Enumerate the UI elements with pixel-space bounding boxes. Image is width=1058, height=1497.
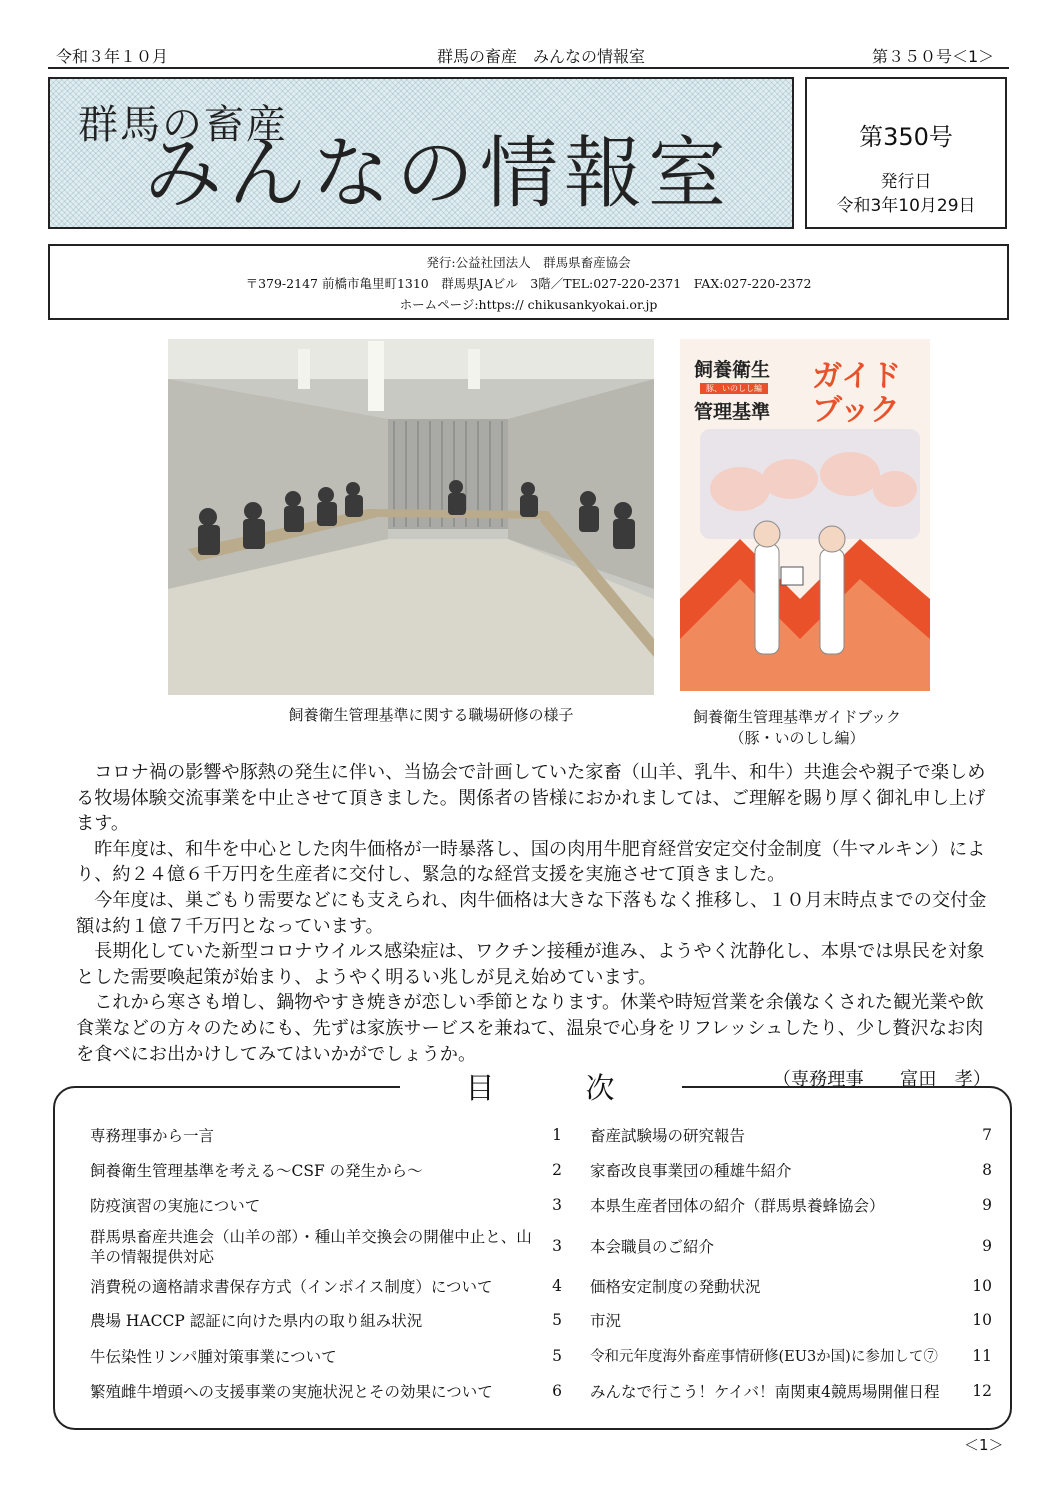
cover-title-left-2: 管理基準: [694, 401, 771, 423]
publisher-name: 発行:公益社団法人 群馬県畜産協会: [426, 255, 631, 270]
toc-page: 7: [982, 1126, 992, 1144]
toc-page: 8: [982, 1161, 992, 1179]
toc-page: 9: [982, 1196, 992, 1214]
toc-title-char-2: 次: [585, 1071, 617, 1105]
toc-item[interactable]: 牛伝染性リンパ腫対策事業について: [90, 1348, 337, 1366]
issue-box: [805, 77, 1007, 229]
toc-title-char-1: 目: [465, 1071, 497, 1105]
guidebook-cover: [680, 339, 930, 691]
toc-page: 1: [552, 1126, 562, 1144]
toc-page: 5: [552, 1311, 562, 1329]
article-paragraph: 今年度は、巣ごもり需要などにも支えられ、肉牛価格は大きな下落もなく推移し、１０月末時点までの交付金額は約１億７千万円となっています。: [76, 889, 987, 937]
toc-item[interactable]: 価格安定制度の発動状況: [590, 1278, 761, 1296]
toc-item[interactable]: 群馬県畜産共進会（山羊の部）・種山羊交換会の開催中止と、山羊の情報提供対応: [90, 1228, 532, 1266]
cover-title-right-2: ブック: [812, 393, 900, 428]
toc-page: 4: [552, 1277, 562, 1295]
masthead: [48, 77, 794, 229]
toc-item[interactable]: みんなで行こう！ケイバ！南関東4競馬場開催日程: [590, 1383, 940, 1401]
toc-item[interactable]: 家畜改良事業団の種雄牛紹介: [590, 1162, 792, 1180]
masthead-subtitle: 群馬の畜産: [78, 102, 288, 148]
toc-item[interactable]: 農場 HACCP 認証に向けた県内の取り組み状況: [90, 1312, 423, 1330]
publisher-address: 〒379-2147 前橋市亀里町1310 群馬県JAビル 3階／TEL:027-220-2371 FAX:027-220-2372: [245, 276, 812, 291]
toc-item[interactable]: 本会職員のご紹介: [590, 1238, 715, 1256]
masthead-title: みんなの情報室: [144, 129, 733, 219]
cover-subtitle: 豚、いのしし編: [700, 383, 768, 394]
toc-item[interactable]: 令和元年度海外畜産事情研修(EU3か国)に参加して⑦: [590, 1349, 938, 1365]
publisher-homepage: ホームページ:https:// chikusankyokai.or.jp: [399, 297, 658, 312]
book-caption-2: （豚・いのしし編）: [729, 729, 865, 747]
article-paragraph: 昨年度は、和牛を中心とした肉牛価格が一時暴落し、国の肉用牛肥育経営安定交付金制度（牛マルキン）により、約２４億６千万円を生産者に交付し、緊急的な経営支援を実施させて頂きました。: [76, 838, 986, 886]
toc-page: 6: [552, 1382, 562, 1400]
article-paragraph: コロナ禍の影響や豚熱の発生に伴い、当協会で計画していた家畜（山羊、乳牛、和牛）共進会や親子で楽しめる牧場体験交流事業を中止させて頂きました。関係者の皆様におかれましては、ご理解を賜り厚く御礼申し上げます。: [76, 762, 986, 835]
toc-page: 10: [972, 1311, 992, 1329]
toc-page: 2: [552, 1161, 562, 1179]
article-paragraph: これから寒さも増し、鍋物やすき焼きが恋しい季節となります。休業や時短営業を余儀なくされた観光業や飲食業などの方々のためにも、先ずは家族サービスを兼ねて、温泉で心身をリフレッシュしたり、少し贅沢なお肉を食べにお出かけしてみてはいかがでしょうか。: [76, 992, 984, 1065]
cover-title-right-1: ガイド: [812, 359, 902, 394]
article-signature: （専務理事 富田 孝）: [772, 1069, 991, 1091]
book-caption-1: 飼養衛生管理基準ガイドブック: [692, 708, 902, 726]
header-rule: [48, 67, 1009, 69]
header-issue-page: 第３５０号＜1＞: [872, 47, 995, 66]
header-date: 令和３年１０月: [56, 47, 169, 66]
toc-item[interactable]: 市況: [590, 1312, 622, 1330]
toc-page: 11: [972, 1347, 992, 1365]
toc-page: 12: [972, 1382, 992, 1400]
issue-date: 令和3年10月29日: [836, 196, 976, 216]
toc-page: 5: [552, 1347, 562, 1365]
toc-page: 10: [972, 1277, 992, 1295]
toc-item[interactable]: 専務理事から一言: [90, 1127, 215, 1145]
cover-title-left-1: 飼養衛生: [694, 359, 771, 381]
toc-page: 3: [552, 1237, 562, 1255]
issue-number: 第350号: [859, 123, 953, 151]
publisher-box: [48, 244, 1009, 320]
toc-page: 3: [552, 1196, 562, 1214]
header-title: 群馬の畜産 みんなの情報室: [437, 47, 646, 66]
toc-item[interactable]: 飼養衛生管理基準を考える～CSF の発生から～: [90, 1162, 423, 1180]
toc-item[interactable]: 消費税の適格請求書保存方式（インボイス制度）について: [90, 1278, 493, 1296]
meeting-photo: [168, 339, 654, 695]
toc-item[interactable]: 防疫演習の実施について: [90, 1197, 261, 1215]
photo-caption: 飼養衛生管理基準に関する職場研修の様子: [288, 706, 574, 724]
meeting-room-illustration: [168, 339, 654, 695]
issue-date-label: 発行日: [880, 172, 932, 192]
toc-page: 9: [982, 1237, 992, 1255]
footer-page-number: ＜1＞: [964, 1436, 1004, 1454]
toc-title: [400, 1066, 682, 1110]
toc-item[interactable]: 繁殖雌牛増頭への支援事業の実施状況とその効果について: [90, 1383, 493, 1401]
message-article: [76, 760, 991, 1093]
toc-item[interactable]: 畜産試験場の研究報告: [590, 1127, 746, 1145]
article-paragraph: 長期化していた新型コロナウイルス感染症は、ワクチン接種が進み、ようやく沈静化し、本県では県民を対象とした需要喚起策が始まり、ようやく明るい兆しが見え始めています。: [76, 941, 985, 988]
toc-item[interactable]: 本県生産者団体の紹介（群馬県養蜂協会）: [590, 1197, 885, 1215]
